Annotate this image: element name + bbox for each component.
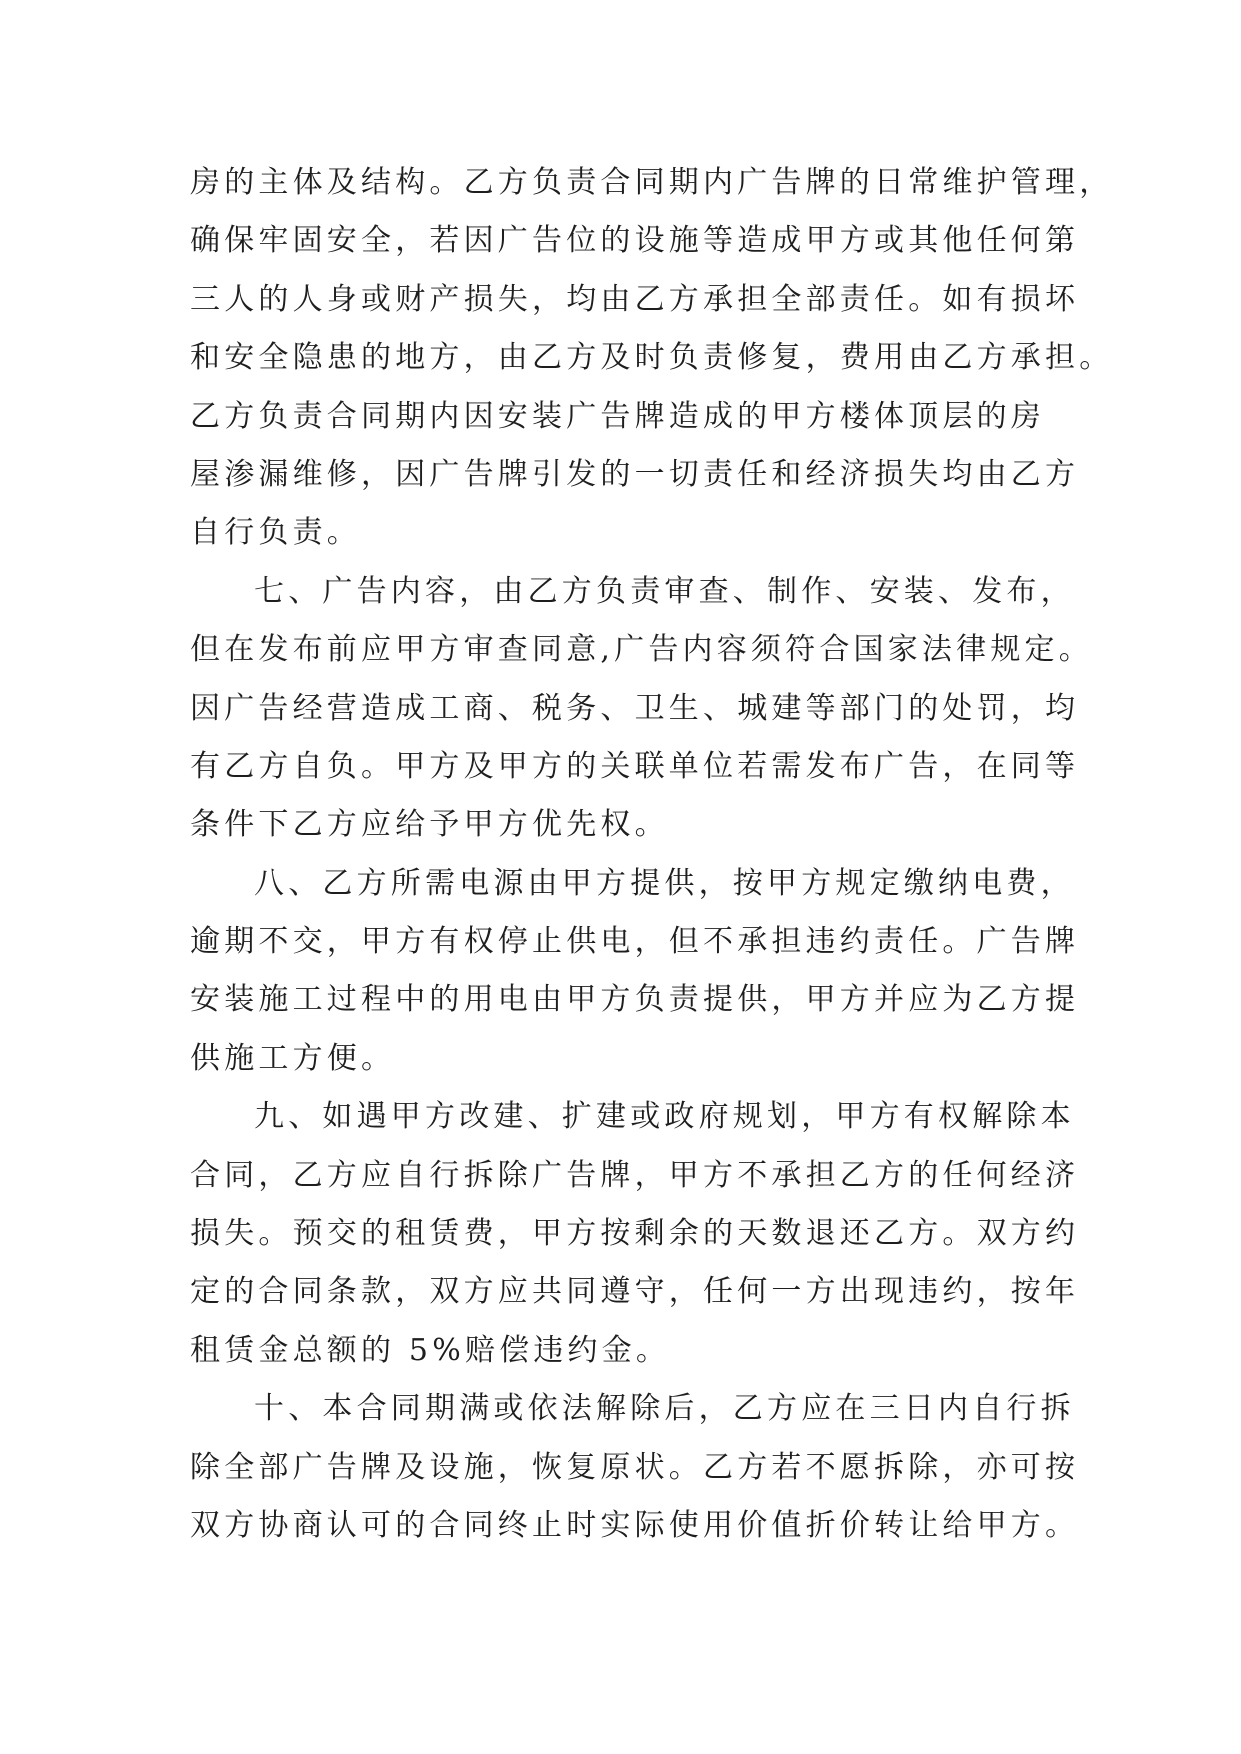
text-line: 损失。预交的租赁费，甲方按剩余的天数退还乙方。双方约	[190, 1216, 1080, 1252]
text-line: 房的主体及结构。乙方负责合同期内广告牌的日常维护管理，	[190, 165, 1114, 200]
text-line: 租赁金总额的 5%赔偿违约金。	[190, 1332, 671, 1368]
paragraph-start-line: 十、本合同期满或依法解除后，乙方应在三日内自行拆	[254, 1391, 1075, 1427]
text-line: 安装施工过程中的用电由甲方负责提供，甲方并应为乙方提	[190, 982, 1080, 1018]
text-line: 和安全隐患的地方，由乙方及时负责修复，费用由乙方承担。	[190, 340, 1114, 376]
text-line: 条件下乙方应给予甲方优先权。	[190, 807, 669, 843]
text-line: 除全部广告牌及设施，恢复原状。乙方若不愿拆除，亦可按	[190, 1449, 1080, 1485]
text-line: 自行负责。	[190, 515, 361, 551]
text-line: 因广告经营造成工商、税务、卫生、城建等部门的处罚，均	[190, 690, 1080, 726]
text-line: 三人的人身或财产损失，均由乙方承担全部责任。如有损坏	[190, 281, 1080, 317]
paragraph-start-line: 九、如遇甲方改建、扩建或政府规划，甲方有权解除本	[254, 1099, 1075, 1135]
document-body	[190, 154, 1114, 1555]
text-line: 双方协商认可的合同终止时实际使用价值折价转让给甲方。	[190, 1507, 1080, 1543]
text-line: 合同，乙方应自行拆除广告牌，甲方不承担乙方的任何经济	[190, 1157, 1080, 1193]
text-line: 供施工方便。	[190, 1040, 396, 1076]
text-line: 但在发布前应甲方审查同意,广告内容须符合国家法律规定。	[190, 632, 1093, 668]
paragraph-start-line: 七、广告内容，由乙方负责审查、制作、安装、发布，	[254, 573, 1075, 609]
text-line: 屋渗漏维修，因广告牌引发的一切责任和经济损失均由乙方	[190, 456, 1080, 492]
text-line: 定的合同条款，双方应共同遵守，任何一方出现违约，按年	[190, 1274, 1080, 1310]
text-line: 逾期不交，甲方有权停止供电，但不承担违约责任。广告牌	[190, 924, 1080, 960]
paragraph-start-line: 八、乙方所需电源由甲方提供，按甲方规定缴纳电费，	[254, 865, 1075, 901]
text-line: 确保牢固安全，若因广告位的设施等造成甲方或其他任何第	[190, 223, 1080, 259]
text-line: 有乙方自负。甲方及甲方的关联单位若需发布广告，在同等	[190, 748, 1080, 784]
text-line: 乙方负责合同期内因安装广告牌造成的甲方楼体顶层的房	[190, 398, 1045, 434]
